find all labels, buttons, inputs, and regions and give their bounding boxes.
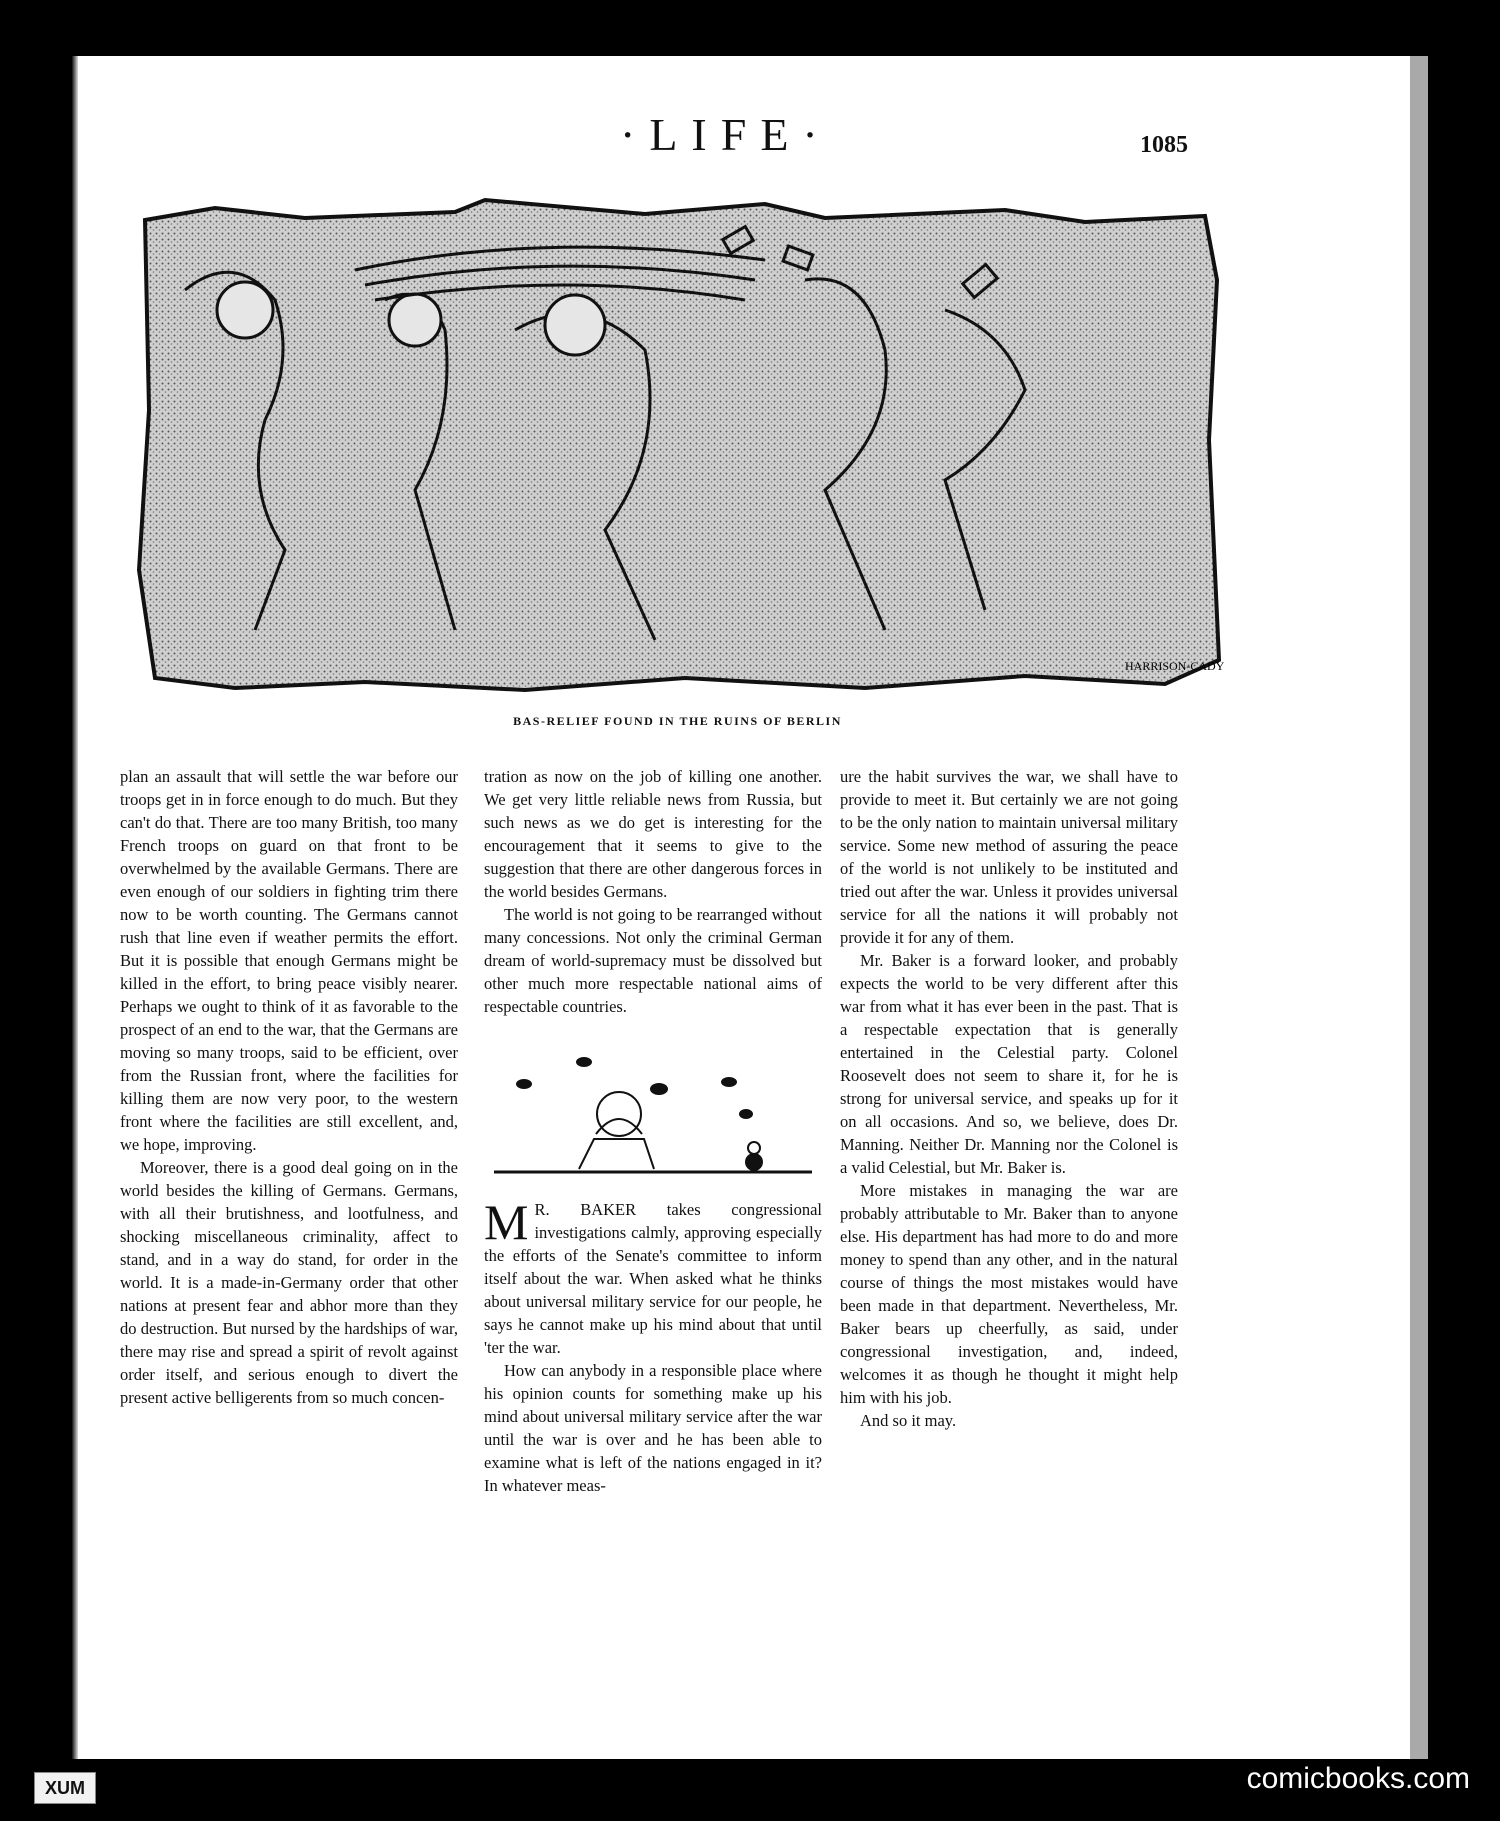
bee-2-icon (576, 1057, 592, 1067)
magazine-title: ·LIFE· (620, 109, 832, 160)
figure-1-head (217, 282, 273, 338)
paragraph: The world is not going to be rearranged without many concessions. Not only the criminal German dream of world-supremacy must be dissolved but other much more respectable national aims of respectable countries. (484, 905, 822, 1016)
bee-4-icon (721, 1077, 737, 1087)
paragraph: How can anybody in a responsible place where his opinion counts for something make up his mind about universal military service after the war until the war is over and he has been able to examine what is left of the nations engaged in it? In whatever meas- (484, 1361, 822, 1495)
dropcap-letter: M (484, 1194, 529, 1250)
bee-3-icon (650, 1083, 668, 1095)
article-column-3 (840, 765, 1178, 1432)
illustration-caption: BAS-RELIEF FOUND IN THE RUINS OF BERLIN (513, 714, 842, 728)
small-figure (746, 1154, 762, 1170)
figure-chair (579, 1139, 654, 1169)
bee-1-icon (516, 1079, 532, 1089)
bee-5-icon (739, 1109, 753, 1119)
paragraph: More mistakes in managing the war are probably attributable to Mr. Baker than to anyone else. His department has had more to do and more money to spend than any other, and in the natural course of things the most mistakes would have been made in that department. Nevertheless, Mr. Baker bears up cheerfully, as said, under congressional investigation, and, indeed, welcomes it as though he thought it might help him with his job. (840, 1181, 1178, 1407)
figure-3-head (545, 295, 605, 355)
paragraph: tration as now on the job of killing one another. We get very little reliable news from Russia, but such news as we do get is interesting for the encouragement that it seems to give to the suggestion that there are other dangerous forces in the world besides Germans. (484, 767, 822, 901)
page-number: 1085 (1140, 132, 1188, 158)
paragraph: Mr. Baker is a forward looker, and probably expects the world to be very different after this war from what it has ever been in the past. That is a respectable expectation that is generally entertained in the Celestial party. Colonel Roosevelt does not seem to share it, for he is strong for universal service, and speaks up for it on all occasions. And so, we believe, does Dr. Manning. Neither Dr. Manning nor the Colonel is a valid Celestial, but Mr. Baker is. (840, 951, 1178, 1177)
page-spine-shadow (72, 56, 78, 1759)
paragraph: Moreover, there is a good deal going on in the world besides the killing of Germans. Germans, with all their brutishness, and lootfulness, and shocking miscellaneous criminality, affect to stand, and in a way do stand, for order in the world. It is a made-in-Germany order that other nations at present fear and abhor more than they do destruction. But nursed by the hardships of war, there may rise and spread a spirit of revolt against order itself, and serious enough to divert the present active belligerents from so much concen- (120, 1158, 458, 1407)
article-column-2 (484, 765, 822, 1497)
site-watermark: comicbooks.com (1246, 1762, 1470, 1795)
figure-head (597, 1092, 641, 1136)
bees-vignette-illustration (484, 1044, 822, 1184)
paragraph-text: R. BAKER takes congressional investigations calmly, approving especially the efforts of the Senate's committee to inform itself about the war. When asked what he thinks about universal military service for our people, he says he cannot make up his mind about that until 'ter the war. (484, 1200, 822, 1357)
paragraph-with-dropcap (484, 1194, 822, 1359)
paragraph: And so it may. (860, 1411, 957, 1430)
stone-slab-shape (139, 200, 1219, 690)
archive-tag: XUM (34, 1772, 96, 1804)
paragraph: plan an assault that will settle the war before our troops get in in force enough to do much. But they can't do that. There are too many British, too many French troops on guard on that front to be overwhelmed by the available Germans. There are even enough of our soldiers in fighting trim there now to be worth counting. The Germans cannot rush that line even if weather permits the effort. But it is possible that enough Germans might be killed in the effort, to bring peace visibly nearer. Perhaps we ought to think of it as favorable to the prospect of an end to the war, that the Germans are moving so many troops, said to be efficient, over from the Russian front, where the facilities for killing them are now very poor, to the western front where the facilities are still excellent, and, we hope, improving. (120, 767, 458, 1154)
paragraph: ure the habit survives the war, we shall have to provide to meet it. But certainly we are not going to be the only nation to maintain universal military service. Some new method of assuring the peace of the world is not unlikely to be instituted and tried out after the war. Unless it provides universal service for all the nations it will probably not provide it for any of them. (840, 767, 1178, 947)
artist-signature: HARRISON-CADY (1125, 659, 1225, 673)
figure-2-head (389, 294, 441, 346)
article-column-1 (120, 765, 458, 1409)
bas-relief-illustration (125, 190, 1230, 700)
